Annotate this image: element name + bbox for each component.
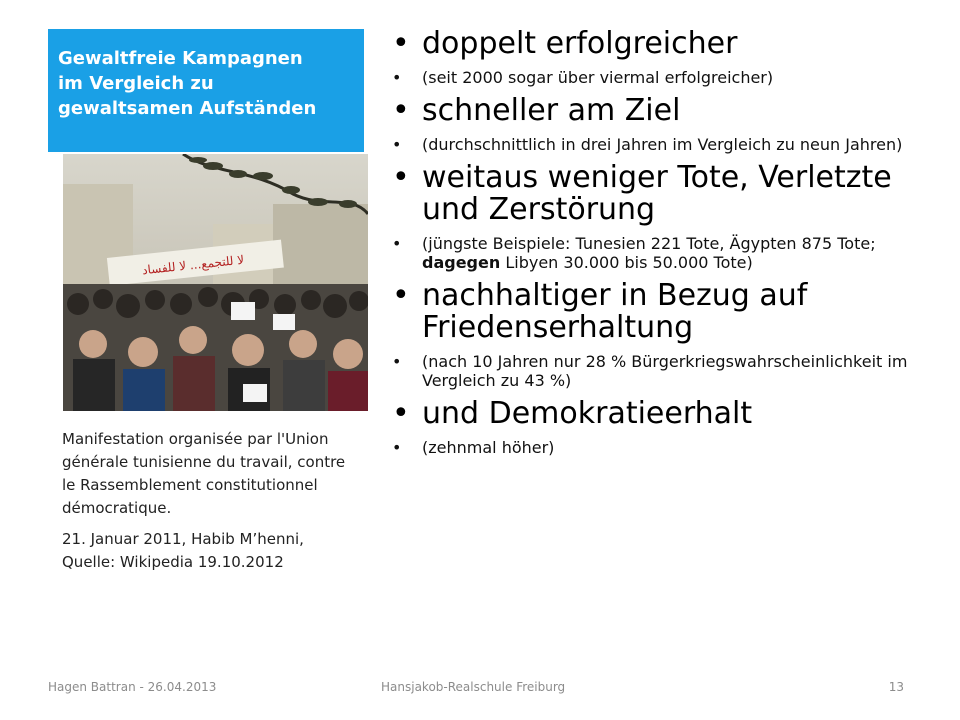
bullet-sub-3 — [392, 234, 932, 272]
bullet-main-text: weitaus weniger Tote, Verletzte und Zerstörung — [422, 160, 892, 227]
photo-caption — [62, 428, 352, 574]
bullet-dot-icon: • — [392, 26, 410, 61]
bullet-dot-icon: • — [392, 93, 410, 128]
caption-text: Manifestation organisée par l'Union générale tunisienne du travail, contre le Rassemblement constitutionnel démocratique. — [62, 430, 346, 517]
bullet-main-4 — [392, 280, 932, 344]
bullet-dot-icon: • — [392, 234, 402, 253]
bullet-sub-2 — [392, 135, 932, 154]
bullet-main-1 — [392, 28, 932, 60]
bullet-dot-icon: • — [392, 68, 402, 87]
bullet-dot-icon: • — [392, 396, 410, 431]
bullet-list — [392, 28, 932, 465]
title-line-1: Gewaltfreie Kampagnen — [58, 48, 303, 69]
title-line-3: gewaltsamen Aufständen — [58, 98, 317, 119]
banner-text: لا للتجمع... لا للفساد — [141, 252, 245, 278]
slide-title — [48, 29, 364, 152]
footer-page-number: 13 — [888, 680, 904, 694]
bullet-main-text: doppelt erfolgreicher — [422, 26, 738, 61]
bullet-dot-icon: • — [392, 438, 402, 457]
bullet-sub-text: (zehnmal höher) — [422, 438, 555, 457]
bullet-main-2 — [392, 95, 932, 127]
bullet-main-3 — [392, 162, 932, 226]
bullet-sub-text — [422, 234, 876, 272]
bullet-main-text: und Demokratieerhalt — [422, 396, 753, 431]
bullet-dot-icon: • — [392, 135, 402, 154]
bullet-main-5 — [392, 398, 932, 430]
bullet-sub-4 — [392, 352, 932, 390]
bullet-sub-5 — [392, 438, 932, 457]
bullet-sub-1 — [392, 68, 932, 87]
bullet-sub-text: (durchschnittlich in drei Jahren im Vergleich zu neun Jahren) — [422, 135, 903, 154]
footer-author-date: Hagen Battran - 26.04.2013 — [48, 680, 217, 694]
bullet-main-text: nachhaltiger in Bezug auf Friedenserhaltung — [422, 278, 808, 345]
bullet-dot-icon: • — [392, 352, 402, 371]
bullet-dot-icon: • — [392, 160, 410, 195]
bullet-sub-text: (nach 10 Jahren nur 28 % Bürgerkriegswahrscheinlichkeit im Vergleich zu 43 %) — [422, 352, 908, 390]
protest-photo — [63, 154, 368, 411]
bullet-dot-icon: • — [392, 278, 410, 313]
bullet-sub-text-before: (jüngste Beispiele: Tunesien 221 Tote, Ägypten 875 Tote; — [422, 234, 876, 253]
bullet-sub-text-bold: dagegen — [422, 253, 501, 272]
caption-credit: 21. Januar 2011, Habib M’henni, Quelle: Wikipedia 19.10.2012 — [62, 530, 304, 571]
bullet-sub-text-after: Libyen 30.000 bis 50.000 Tote) — [500, 253, 753, 272]
protest-photo-illustration — [63, 154, 368, 411]
bullet-sub-text: (seit 2000 sogar über viermal erfolgreicher) — [422, 68, 774, 87]
footer-school: Hansjakob-Realschule Freiburg — [381, 680, 566, 694]
title-line-2: im Vergleich zu — [58, 73, 214, 94]
bullet-main-text: schneller am Ziel — [422, 93, 681, 128]
